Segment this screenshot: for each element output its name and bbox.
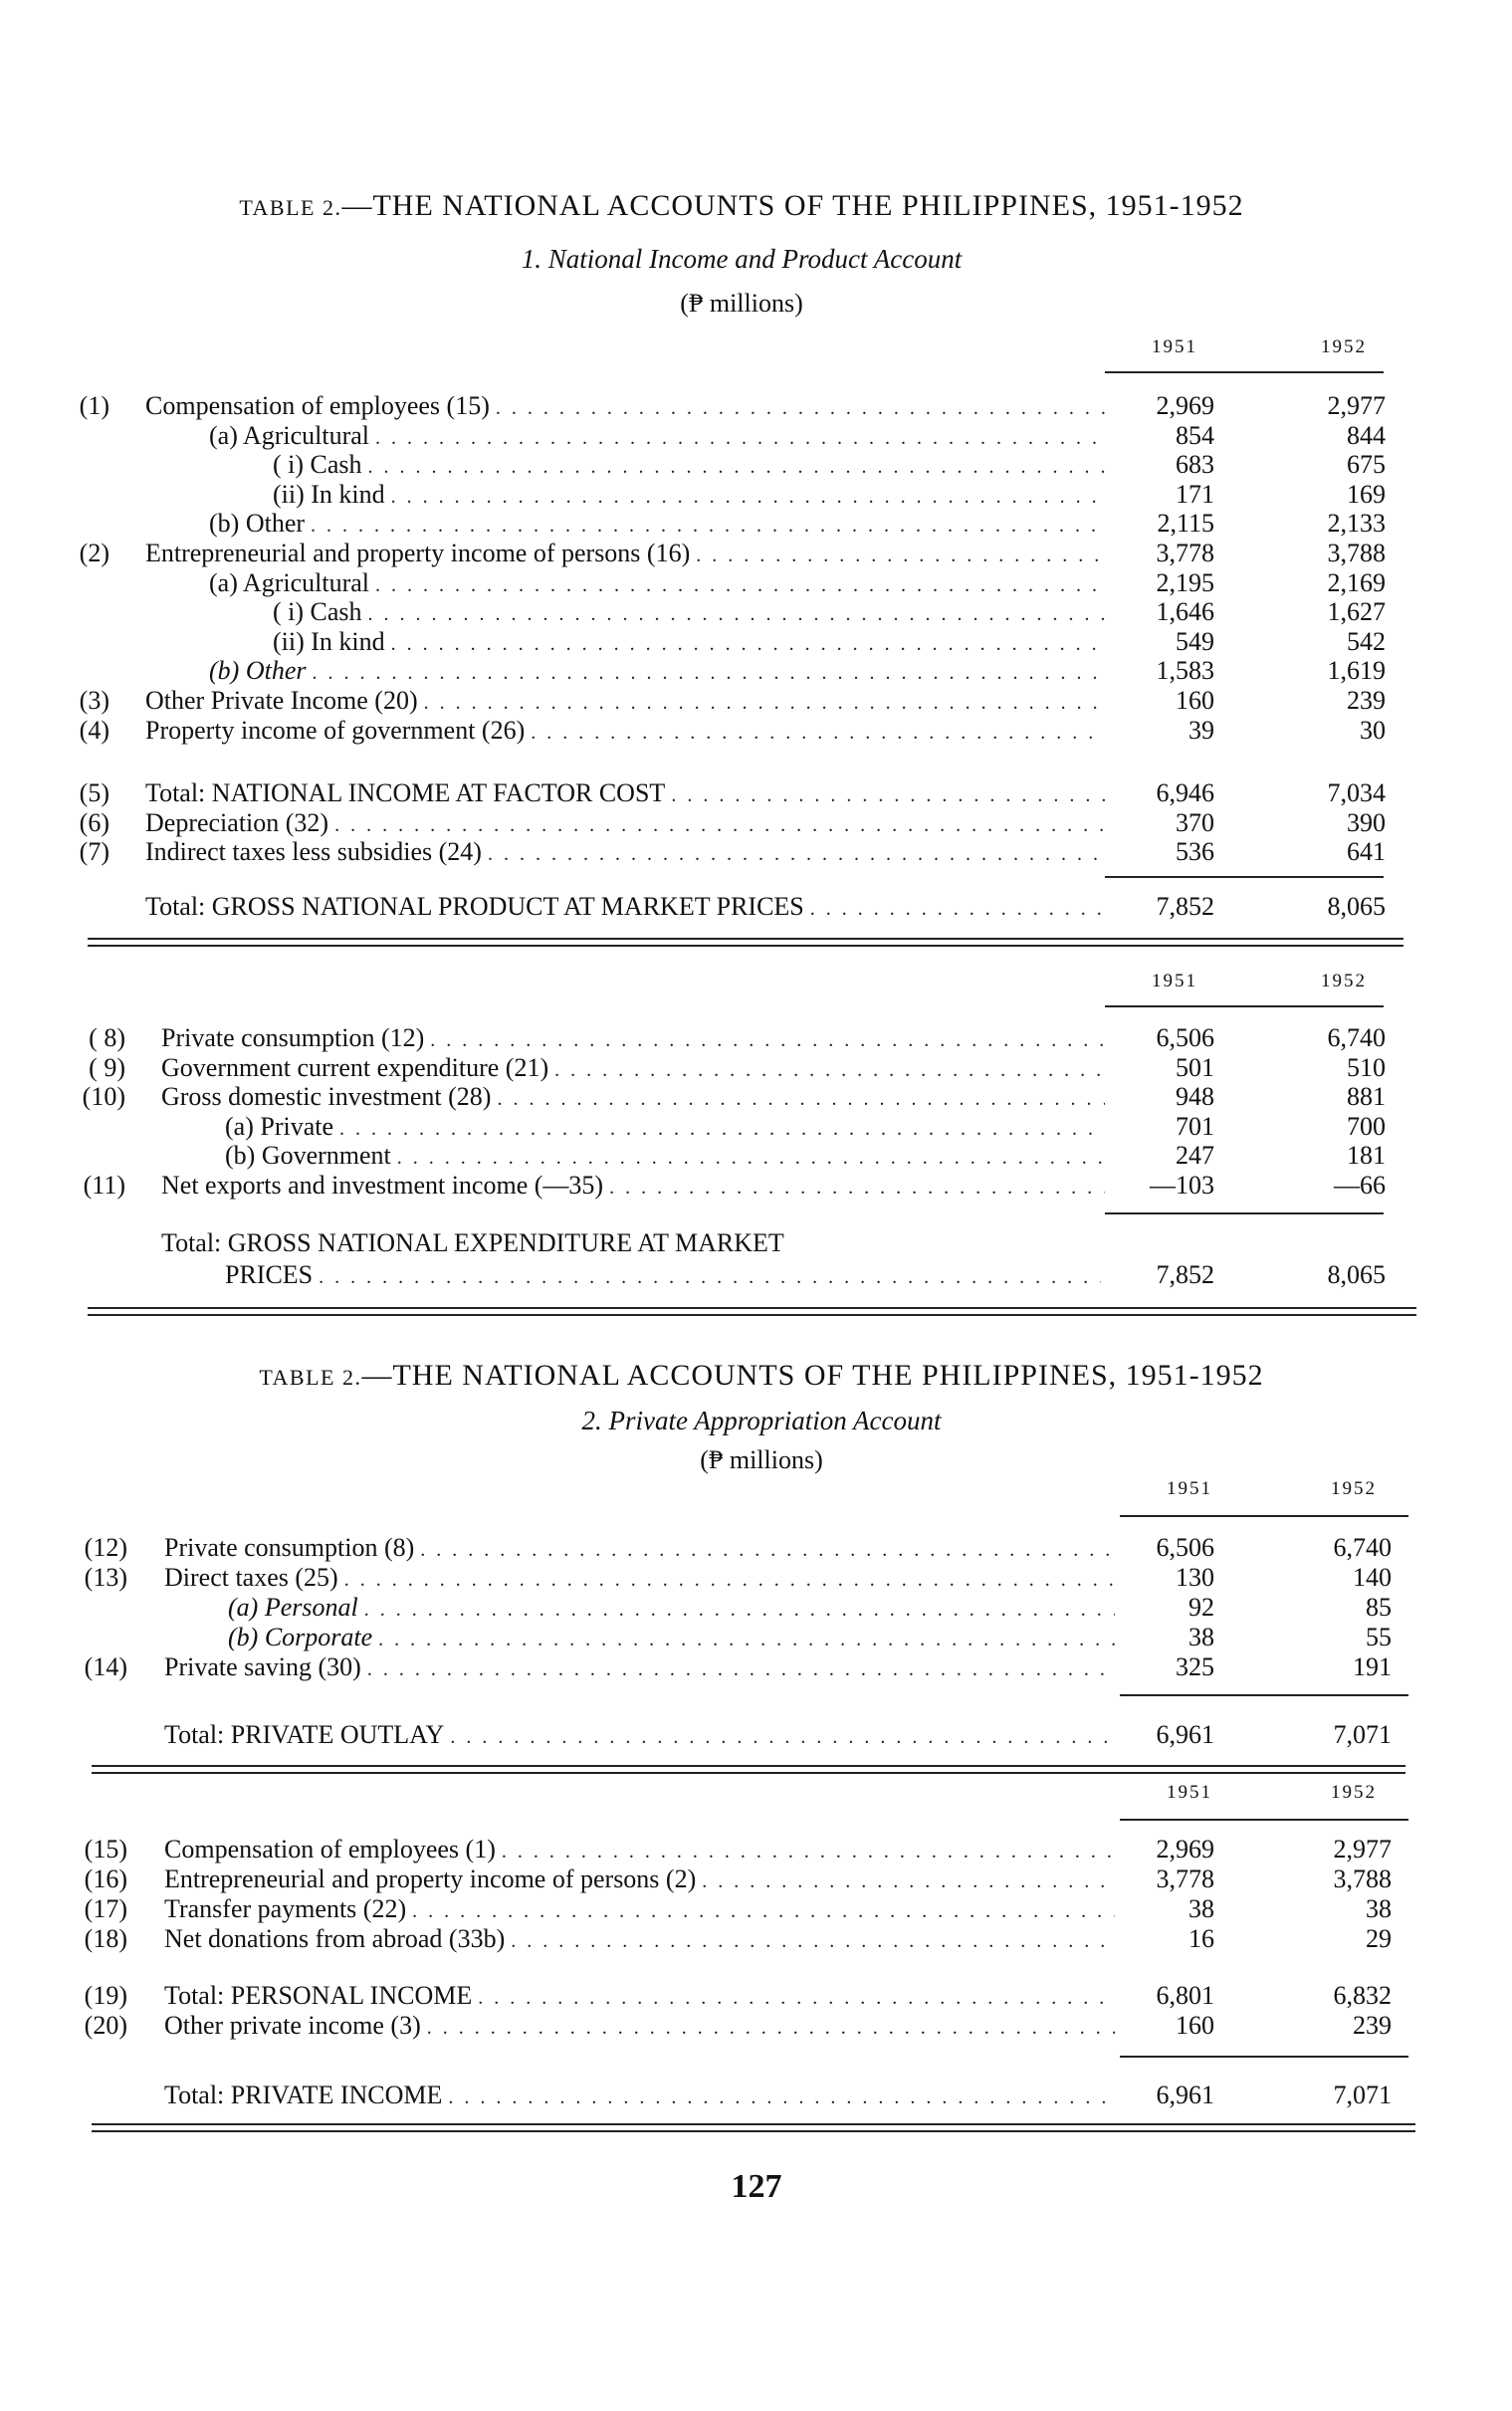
table2-title-prefix: TABLE 2. — [259, 1365, 362, 1390]
row-label — [164, 1894, 1115, 1924]
row-label — [161, 1082, 1105, 1112]
value-1951: 6,961 — [1156, 1720, 1214, 1749]
row-label — [164, 1563, 1115, 1593]
leader-dots — [378, 1625, 1115, 1652]
table-row — [0, 539, 1512, 568]
row-label — [161, 1171, 1105, 1201]
leader-dots — [430, 1025, 1105, 1053]
value-1952: 641 — [1347, 837, 1386, 866]
value-1952: 30 — [1360, 716, 1386, 745]
table-row — [0, 509, 1512, 539]
row-number: (20) — [84, 2011, 127, 2040]
row-label — [161, 1023, 1105, 1053]
leader-dots — [496, 393, 1105, 421]
row-label — [145, 808, 1105, 838]
row-label-text: Other Private Income (20) — [145, 686, 418, 715]
value-1952: 390 — [1347, 808, 1386, 837]
table2-year-header — [0, 1478, 1512, 1508]
leader-dots — [424, 688, 1105, 716]
row-label-text: Depreciation (32) — [145, 808, 329, 837]
leader-dots — [368, 599, 1105, 627]
value-1951: 6,961 — [1156, 2081, 1214, 2109]
leader-dots — [531, 718, 1105, 746]
table-row — [0, 1835, 1512, 1864]
leader-dots — [511, 1926, 1115, 1954]
leader-dots — [427, 2013, 1115, 2041]
value-1951: 130 — [1176, 1563, 1214, 1592]
leader-dots — [671, 780, 1105, 808]
row-number: (19) — [84, 1981, 127, 2010]
row-label — [145, 892, 1101, 922]
leader-dots — [319, 1262, 1101, 1290]
table-row-total-gnp — [0, 892, 1512, 922]
value-1952: 881 — [1347, 1082, 1386, 1111]
table-row — [0, 1082, 1512, 1112]
row-number: ( 8) — [89, 1023, 125, 1052]
row-label — [273, 480, 1105, 510]
row-label — [209, 421, 1105, 451]
row-number: (13) — [84, 1563, 127, 1592]
table-row — [0, 1652, 1512, 1682]
table-row — [0, 1593, 1512, 1623]
value-1952: 239 — [1347, 686, 1386, 715]
table-row — [0, 656, 1512, 686]
row-number: (17) — [84, 1894, 127, 1923]
value-1951: 536 — [1176, 837, 1214, 866]
row-label — [145, 837, 1105, 867]
table1-title-prefix: TABLE 2. — [239, 195, 342, 220]
year-1951: 1951 — [1167, 1478, 1212, 1499]
row-number: (15) — [84, 1835, 127, 1863]
table1-units: (₱ millions) — [680, 289, 803, 318]
row-label-text: Net donations from abroad (33b) — [164, 1924, 506, 1953]
value-1951: 1,583 — [1156, 656, 1214, 685]
year-1952: 1952 — [1321, 336, 1367, 357]
value-1952: 6,832 — [1333, 1981, 1392, 2010]
leader-dots — [448, 2082, 1115, 2110]
leader-dots — [488, 839, 1105, 867]
row-number: (16) — [84, 1864, 127, 1893]
value-1952: 3,788 — [1333, 1864, 1392, 1893]
value-1952: —66 — [1334, 1171, 1386, 1200]
value-1952: 2,977 — [1333, 1835, 1392, 1863]
table2-title-rest: —THE NATIONAL ACCOUNTS OF THE PHILIPPINES, 1951-1952 — [361, 1359, 1264, 1392]
row-label — [145, 391, 1105, 421]
table-row — [0, 450, 1512, 480]
table-row — [0, 1112, 1512, 1142]
table-row — [0, 1623, 1512, 1652]
row-label-text: Compensation of employees (1) — [164, 1835, 496, 1863]
value-1951: 7,852 — [1156, 892, 1214, 921]
value-1951: 160 — [1176, 2011, 1214, 2040]
leader-dots — [397, 1143, 1105, 1171]
row-label — [145, 539, 1105, 568]
row-number: (4) — [79, 716, 109, 745]
value-1951: 38 — [1188, 1623, 1214, 1651]
leader-dots — [502, 1837, 1115, 1864]
row-label-text: Private consumption (12) — [161, 1023, 425, 1052]
value-1952: 2,133 — [1327, 509, 1386, 538]
header-rule — [1120, 1819, 1408, 1821]
value-1951: 3,778 — [1156, 539, 1214, 567]
table-row — [0, 1533, 1512, 1563]
table-row — [0, 1924, 1512, 1954]
value-1952: 85 — [1366, 1593, 1392, 1622]
value-1951: 854 — [1176, 421, 1214, 450]
subtotal-rule — [1120, 1694, 1408, 1696]
row-label — [161, 1053, 1105, 1083]
value-1951: 2,195 — [1156, 568, 1214, 597]
row-label — [209, 509, 1105, 539]
row-label — [164, 1652, 1115, 1682]
row-number: (18) — [84, 1924, 127, 1953]
leader-dots — [478, 1983, 1115, 2011]
value-1952: 844 — [1347, 421, 1386, 450]
table-row-total-gne-line1 — [0, 1228, 1512, 1258]
row-label — [228, 1593, 1115, 1623]
value-1951: 39 — [1188, 716, 1214, 745]
row-label — [273, 450, 1105, 480]
year-1952: 1952 — [1331, 1782, 1377, 1803]
leader-dots — [367, 1654, 1115, 1682]
row-label-text: (a) Personal — [228, 1593, 358, 1622]
row-label — [225, 1141, 1105, 1171]
table2-units: (₱ millions) — [700, 1445, 823, 1474]
value-1952: 8,065 — [1327, 892, 1386, 921]
leader-dots — [609, 1173, 1105, 1201]
leader-dots — [334, 810, 1105, 838]
row-label-text: Gross domestic investment (28) — [161, 1082, 492, 1111]
value-1951: 683 — [1176, 450, 1214, 479]
row-label-text: Transfer payments (22) — [164, 1894, 407, 1923]
leader-dots — [311, 511, 1105, 539]
row-label-text: Entrepreneurial and property income of persons (2) — [164, 1864, 697, 1893]
table-row — [0, 568, 1512, 598]
table-row — [0, 391, 1512, 421]
table-row — [0, 1563, 1512, 1593]
value-1951: 6,946 — [1156, 778, 1214, 807]
row-label-text: (ii) In kind — [273, 627, 385, 656]
table-row-total-outlay — [0, 1720, 1512, 1750]
value-1952: 1,627 — [1327, 597, 1386, 626]
value-1951: 16 — [1188, 1924, 1214, 1953]
row-label-text: Compensation of employees (15) — [145, 391, 490, 420]
row-label — [164, 1924, 1115, 1954]
subtotal-rule — [1105, 1212, 1384, 1214]
row-number: ( 9) — [89, 1053, 125, 1082]
table1-title-rest: —THE NATIONAL ACCOUNTS OF THE PHILIPPINES, 1951-1952 — [341, 189, 1244, 222]
value-1951: 1,646 — [1156, 597, 1214, 626]
value-1952: 169 — [1347, 480, 1386, 509]
value-1951: 160 — [1176, 686, 1214, 715]
row-label-text: Direct taxes (25) — [164, 1563, 338, 1592]
table-row — [0, 778, 1512, 808]
leader-dots — [420, 1535, 1115, 1563]
value-1951: 2,969 — [1156, 1835, 1214, 1863]
value-1951: 6,506 — [1156, 1023, 1214, 1052]
row-label-text: Total: GROSS NATIONAL PRODUCT AT MARKET PRICES — [145, 892, 804, 921]
table-row — [0, 1053, 1512, 1083]
row-number: (6) — [79, 808, 109, 837]
table-row — [0, 480, 1512, 510]
row-label — [273, 627, 1105, 657]
page-number: 127 — [731, 2168, 782, 2205]
table-row-total-gne — [0, 1260, 1512, 1290]
value-1952: 239 — [1353, 2011, 1392, 2040]
row-label-text: Government current expenditure (21) — [161, 1053, 549, 1082]
row-label — [145, 778, 1105, 808]
table-row — [0, 1864, 1512, 1894]
row-label-text: ( i) Cash — [273, 450, 362, 479]
row-label-text: (b) Other — [209, 656, 307, 685]
value-1952: 542 — [1347, 627, 1386, 656]
value-1952: 7,071 — [1333, 2081, 1392, 2109]
row-number: (1) — [79, 391, 109, 420]
subtotal-rule — [1105, 876, 1384, 878]
leader-dots — [368, 452, 1105, 480]
row-label-text: Indirect taxes less subsidies (24) — [145, 837, 482, 866]
value-1951: 2,115 — [1157, 509, 1214, 538]
row-label-text: (a) Private — [225, 1112, 334, 1141]
value-1952: 1,619 — [1327, 656, 1386, 685]
value-1952: 2,977 — [1327, 391, 1386, 420]
value-1952: 3,788 — [1327, 539, 1386, 567]
row-number: (11) — [83, 1171, 125, 1200]
row-label — [164, 2011, 1115, 2041]
value-1952: 140 — [1353, 1563, 1392, 1592]
value-1952: 7,034 — [1327, 778, 1386, 807]
section-double-rule — [92, 1765, 1405, 1774]
row-label-text: (ii) In kind — [273, 480, 385, 509]
row-label-text: (b) Corporate — [228, 1623, 373, 1651]
year-1951: 1951 — [1152, 336, 1197, 357]
row-number: (10) — [82, 1082, 125, 1111]
value-1951: 501 — [1176, 1053, 1214, 1082]
row-label — [164, 1720, 1115, 1750]
table-row — [0, 1981, 1512, 2011]
row-label — [164, 1835, 1115, 1864]
table-row — [0, 837, 1512, 867]
table-row — [0, 1141, 1512, 1171]
value-1951: —103 — [1150, 1171, 1214, 1200]
row-label-text: ( i) Cash — [273, 597, 362, 626]
row-label — [164, 1864, 1115, 1894]
table1-title — [119, 189, 1364, 223]
table-end-double-rule — [88, 1307, 1416, 1316]
value-1952: 191 — [1353, 1652, 1392, 1681]
table1-year-header-2 — [0, 971, 1512, 1000]
value-1951: 92 — [1188, 1593, 1214, 1622]
table-row — [0, 686, 1512, 716]
row-label — [273, 597, 1105, 627]
row-label-text: Net exports and investment income (—35) — [161, 1171, 604, 1200]
table2-subtitle: 2. Private Appropriation Account — [581, 1406, 942, 1435]
table-row — [0, 1171, 1512, 1201]
row-label-text: (a) Agricultural — [209, 421, 369, 450]
row-label-text: (a) Agricultural — [209, 568, 369, 597]
value-1951: 3,778 — [1156, 1864, 1214, 1893]
value-1951: 370 — [1176, 808, 1214, 837]
table-row — [0, 1023, 1512, 1053]
value-1952: 181 — [1347, 1141, 1386, 1170]
leader-dots — [364, 1595, 1115, 1623]
table-row — [0, 808, 1512, 838]
row-label-text: Entrepreneurial and property income of persons (16) — [145, 539, 691, 567]
value-1952: 8,065 — [1327, 1260, 1386, 1289]
row-label — [228, 1623, 1115, 1652]
row-label — [164, 1533, 1115, 1563]
row-label — [209, 568, 1105, 598]
leader-dots — [696, 541, 1105, 568]
value-1952: 38 — [1366, 1894, 1392, 1923]
table2-title — [139, 1359, 1384, 1393]
table1-subtitle: 1. National Income and Product Account — [521, 244, 963, 274]
leader-dots — [312, 658, 1105, 686]
table-row — [0, 2011, 1512, 2041]
value-1951: 549 — [1176, 627, 1214, 656]
value-1951: 6,506 — [1156, 1533, 1214, 1562]
leader-dots — [391, 482, 1105, 510]
value-1952: 510 — [1347, 1053, 1386, 1082]
header-rule — [1120, 1515, 1408, 1517]
subtotal-rule — [1120, 2056, 1408, 2058]
table2-year-header-2 — [0, 1782, 1512, 1812]
row-label — [145, 686, 1105, 716]
leader-dots — [375, 423, 1105, 451]
row-label — [225, 1112, 1105, 1142]
row-number: (14) — [84, 1652, 127, 1681]
row-number: (5) — [79, 778, 109, 807]
year-1951: 1951 — [1152, 971, 1197, 991]
table-row — [0, 1894, 1512, 1924]
row-label-text: Total: NATIONAL INCOME AT FACTOR COST — [145, 778, 666, 807]
row-label-text: (b) Government — [225, 1141, 391, 1170]
row-label-text: (b) Other — [209, 509, 306, 538]
row-label — [164, 2081, 1115, 2110]
header-rule — [1105, 1005, 1384, 1007]
leader-dots — [450, 1722, 1115, 1750]
leader-dots — [391, 629, 1105, 657]
value-1951: 38 — [1188, 1894, 1214, 1923]
row-label-text: Property income of government (26) — [145, 716, 526, 745]
table-row-total-private-income — [0, 2081, 1512, 2110]
year-1952: 1952 — [1321, 971, 1367, 991]
value-1951: 6,801 — [1156, 1981, 1214, 2010]
value-1952: 2,169 — [1327, 568, 1386, 597]
value-1951: 948 — [1176, 1082, 1214, 1111]
row-label-text: Total: PRIVATE INCOME — [164, 2081, 443, 2109]
row-label-text: Total: GROSS NATIONAL EXPENDITURE AT MARKET — [161, 1228, 784, 1257]
header-rule — [1105, 371, 1384, 373]
row-label-text: Total: PERSONAL INCOME — [164, 1981, 473, 2010]
leader-dots — [554, 1055, 1105, 1083]
value-1952: 29 — [1366, 1924, 1392, 1953]
value-1951: 2,969 — [1156, 391, 1214, 420]
row-label-text: Private saving (30) — [164, 1652, 361, 1681]
leader-dots — [344, 1565, 1115, 1593]
row-label — [209, 656, 1105, 686]
value-1951: 247 — [1176, 1141, 1214, 1170]
table1-year-header — [0, 336, 1512, 366]
value-1951: 171 — [1176, 480, 1214, 509]
value-1952: 6,740 — [1333, 1533, 1392, 1562]
value-1952: 7,071 — [1333, 1720, 1392, 1749]
row-label — [145, 716, 1105, 746]
value-1952: 6,740 — [1327, 1023, 1386, 1052]
row-number: (7) — [79, 837, 109, 866]
value-1951: 325 — [1176, 1652, 1214, 1681]
value-1951: 701 — [1176, 1112, 1214, 1141]
year-1952: 1952 — [1331, 1478, 1377, 1499]
section-double-rule — [88, 938, 1404, 947]
row-label — [164, 1981, 1115, 2011]
table-end-double-rule — [92, 2123, 1415, 2132]
value-1952: 55 — [1366, 1623, 1392, 1651]
row-label — [161, 1228, 1117, 1258]
leader-dots — [375, 570, 1105, 598]
row-number: (3) — [79, 686, 109, 715]
row-label-text: Total: PRIVATE OUTLAY — [164, 1720, 445, 1749]
table-row — [0, 716, 1512, 746]
year-1951: 1951 — [1167, 1782, 1212, 1803]
value-1951: 7,852 — [1156, 1260, 1214, 1289]
table-row — [0, 421, 1512, 451]
row-label-text: Other private income (3) — [164, 2011, 421, 2040]
row-label-text: Private consumption (8) — [164, 1533, 415, 1562]
row-number: (2) — [79, 539, 109, 567]
leader-dots — [339, 1114, 1105, 1142]
row-number: (12) — [84, 1533, 127, 1562]
table-row — [0, 597, 1512, 627]
value-1952: 675 — [1347, 450, 1386, 479]
row-label — [225, 1260, 1101, 1290]
leader-dots — [702, 1866, 1115, 1894]
leader-dots — [497, 1084, 1105, 1112]
leader-dots — [412, 1896, 1115, 1924]
row-label-text: PRICES — [225, 1260, 314, 1289]
leader-dots — [810, 894, 1101, 922]
table-row — [0, 627, 1512, 657]
value-1952: 700 — [1347, 1112, 1386, 1141]
